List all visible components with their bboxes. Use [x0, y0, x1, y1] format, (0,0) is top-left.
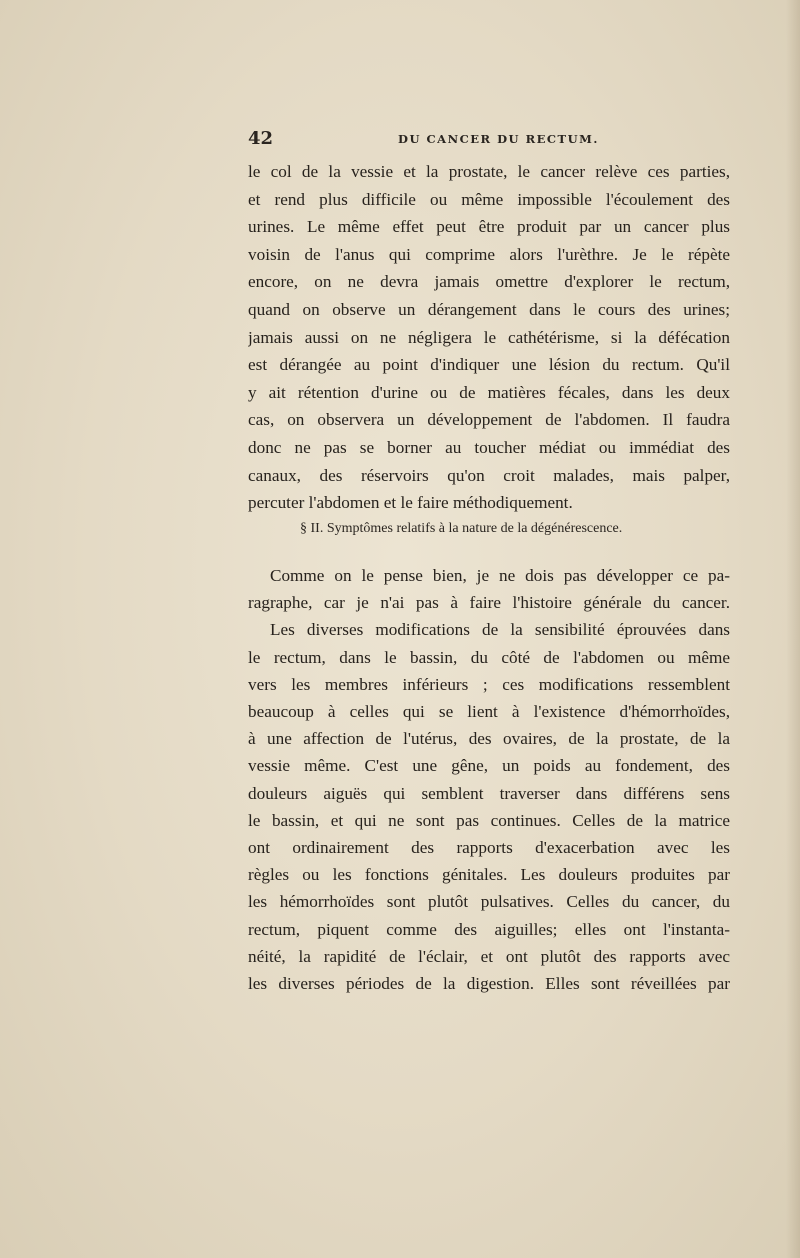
text-line: percuter l'abdomen et le faire méthodiquement. — [248, 493, 573, 513]
text-line: y ait rétention d'urine ou de matières fécales, dans les deux — [248, 382, 730, 402]
text-line: jamais aussi on ne négligera le cathétérisme, si la défécation — [248, 327, 730, 347]
text-line: les diverses périodes de la digestion. Elles sont réveillées par — [248, 974, 730, 994]
text-line: donc ne pas se borner au toucher médiat ou immédiat des — [248, 437, 730, 457]
text-line: cas, on observera un développement de l'abdomen. Il faudra — [248, 410, 730, 430]
text-line: Les diverses modifications de la sensibilité éprouvées dans — [270, 620, 730, 640]
section-heading: § II. Symptômes relatifs à la nature de la dégénérescence. — [300, 521, 623, 536]
text-line: le col de la vessie et la prostate, le cancer relève ces parties, — [248, 162, 730, 181]
text-line: est dérangée au point d'indiquer une lésion du rectum. Qu'il — [248, 355, 730, 375]
text-line: les hémorrhoïdes sont plutôt pulsatives. Celles du cancer, du — [248, 892, 730, 912]
text-line: quand on observe un dérangement dans le cours des urines; — [248, 299, 730, 319]
paragraph-group-2 — [248, 562, 730, 997]
text-line: urines. Le même effet peut être produit par un cancer plus — [248, 217, 730, 237]
running-head: DU CANCER DU RECTUM. — [398, 132, 599, 146]
page-edge-shadow — [786, 0, 800, 1258]
text-line: ragraphe, car je n'ai pas à faire l'histoire générale du cancer. — [248, 593, 730, 613]
page-header — [248, 128, 730, 152]
text-line: et rend plus difficile ou même impossible l'écoulement des — [248, 189, 730, 209]
page-number: 42 — [248, 128, 274, 149]
text-line: le rectum, dans le bassin, du côté de l'abdomen ou même — [248, 647, 730, 667]
text-line: néité, la rapidité de l'éclair, et ont plutôt des rapports avec — [248, 946, 730, 966]
text-line: ont ordinairement des rapports d'exacerbation avec les — [248, 838, 730, 858]
text-line: douleurs aiguës qui semblent traverser dans différens sens — [248, 783, 730, 803]
text-line: canaux, des réservoirs qu'on croit malades, mais palper, — [248, 465, 730, 485]
text-line: Comme on le pense bien, je ne dois pas développer ce pa- — [270, 566, 730, 585]
text-line: encore, on ne devra jamais omettre d'explorer le rectum, — [248, 272, 730, 292]
paragraph-1 — [248, 158, 730, 517]
text-line: le bassin, et qui ne sont pas continues. Celles de la matrice — [248, 810, 730, 830]
text-line: vers les membres inférieurs ; ces modifications ressemblent — [248, 674, 730, 694]
text-line: voisin de l'anus qui comprime alors l'urèthre. Je le répète — [248, 244, 730, 264]
text-line: beaucoup à celles qui se lient à l'existence d'hémorrhoïdes, — [248, 702, 730, 722]
text-line: vessie même. C'est une gêne, un poids au fondement, des — [248, 756, 730, 776]
text-line: à une affection de l'utérus, des ovaires, de la prostate, de la — [248, 729, 730, 749]
text-line: règles ou les fonctions génitales. Les douleurs produites par — [248, 865, 730, 885]
text-line: rectum, piquent comme des aiguilles; elles ont l'instanta- — [248, 919, 730, 939]
